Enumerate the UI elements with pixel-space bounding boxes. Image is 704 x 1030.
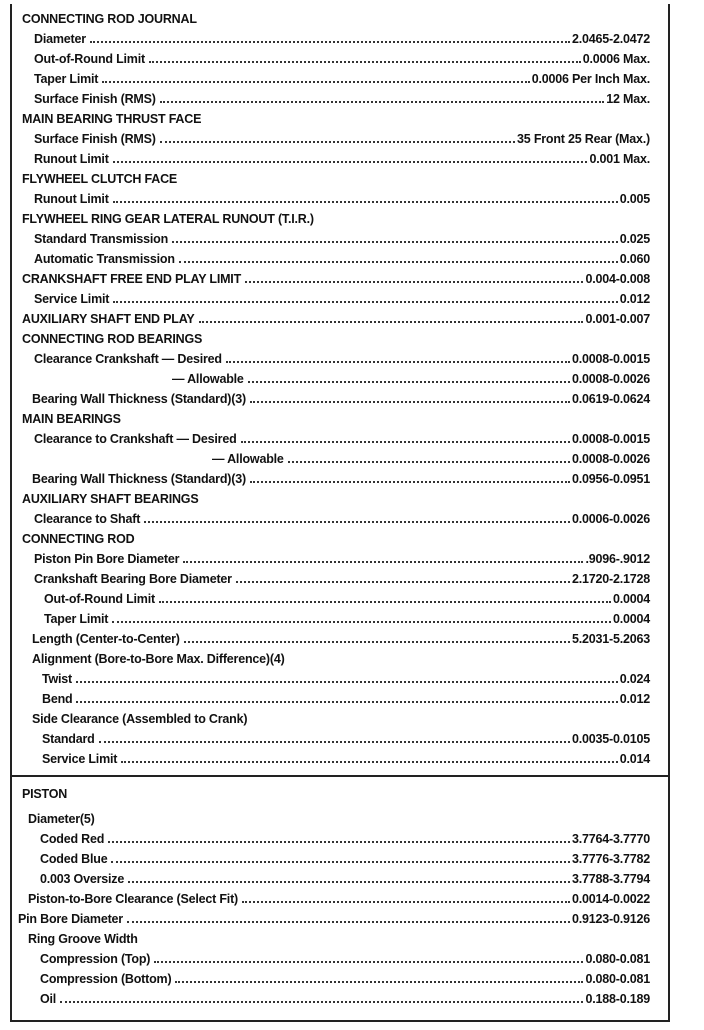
row-value: 3.7764-3.7770 [571, 832, 650, 846]
spec-row [34, 346, 650, 366]
row-label: Diameter(5) [28, 812, 95, 826]
row-label: Standard [42, 732, 95, 746]
spec-row [42, 666, 650, 686]
row-value: 3.7788-3.7794 [571, 872, 650, 886]
row-value: 0.0035-0.0105 [571, 732, 650, 746]
dot-leader [242, 901, 570, 903]
spec-row [42, 686, 650, 706]
row-label: Clearance Crankshaft — Desired [34, 352, 222, 366]
row-value: 35 Front 25 Rear (Max.) [517, 132, 650, 146]
row-label: Oil [40, 992, 57, 1006]
dot-leader [250, 481, 570, 483]
row-label: Taper Limit [34, 72, 99, 86]
dot-leader [76, 681, 618, 683]
spec-row [34, 226, 650, 246]
row-label: Standard Transmission [34, 232, 169, 246]
row-label: Surface Finish (RMS) [34, 132, 156, 146]
spec-row [34, 146, 650, 166]
spec-row [22, 306, 650, 326]
dot-leader [128, 881, 570, 883]
row-label: Compression (Top) [40, 952, 151, 966]
row-value: 0.0008-0.0026 [571, 452, 650, 466]
row-label: FLYWHEEL CLUTCH FACE [22, 172, 178, 186]
row-label: — Allowable [172, 372, 244, 386]
dot-leader [199, 321, 584, 323]
row-value: 0.025 [619, 232, 650, 246]
spec-row [34, 506, 650, 526]
spec-row [40, 866, 650, 886]
row-label: Automatic Transmission [34, 252, 175, 266]
row-value: 2.1720-2.1728 [571, 572, 650, 586]
row-label: MAIN BEARING THRUST FACE [22, 112, 202, 126]
row-label: Twist [42, 672, 73, 686]
dot-leader [149, 61, 581, 63]
spec-row [44, 606, 650, 626]
row-label: AUXILIARY SHAFT END PLAY [22, 312, 195, 326]
dot-leader [113, 301, 618, 303]
spec-row [172, 366, 650, 386]
spec-row [44, 586, 650, 606]
row-value: 3.7776-3.7782 [571, 852, 650, 866]
row-value: 0.0008-0.0026 [571, 372, 650, 386]
dot-leader [183, 561, 583, 563]
dot-leader [288, 461, 570, 463]
spec-row [32, 386, 650, 406]
row-value: 0.188-0.189 [585, 992, 650, 1006]
dot-leader [241, 441, 570, 443]
row-label: Compression (Bottom) [40, 972, 172, 986]
row-value: 12 Max. [606, 92, 650, 106]
row-value: 0.012 [619, 292, 650, 306]
piston-section-divider [10, 775, 670, 777]
spec-row [40, 826, 650, 846]
row-value: 0.0006-0.0026 [571, 512, 650, 526]
dot-leader [245, 281, 583, 283]
spec-row [212, 446, 650, 466]
row-label: Piston-to-Bore Clearance (Select Fit) [28, 892, 239, 906]
row-value: 0.014 [619, 752, 650, 766]
spec-row [34, 26, 650, 46]
section-heading [28, 806, 650, 826]
section-heading [22, 6, 650, 26]
row-label: CONNECTING ROD JOURNAL [22, 12, 197, 26]
spec-row [34, 126, 650, 146]
section-heading [32, 706, 650, 726]
dot-leader [60, 1001, 583, 1003]
dot-leader [113, 161, 588, 163]
row-label: Clearance to Shaft [34, 512, 141, 526]
row-label: Bearing Wall Thickness (Standard)(3) [32, 392, 246, 406]
row-value: 0.0008-0.0015 [571, 352, 650, 366]
row-value: 0.0014-0.0022 [571, 892, 650, 906]
dot-leader [154, 961, 583, 963]
row-value: 0.080-0.081 [585, 972, 650, 986]
dot-leader [226, 361, 570, 363]
dot-leader [121, 761, 618, 763]
dot-leader [184, 641, 570, 643]
row-label: Ring Groove Width [28, 932, 138, 946]
dot-leader [90, 41, 570, 43]
dot-leader [111, 861, 570, 863]
section-heading [22, 106, 650, 126]
row-value: 0.005 [619, 192, 650, 206]
dot-leader [144, 521, 570, 523]
row-label: Service Limit [42, 752, 118, 766]
row-label: Pin Bore Diameter [18, 912, 123, 926]
row-label: Bearing Wall Thickness (Standard)(3) [32, 472, 246, 486]
row-value: 0.004-0.008 [585, 272, 650, 286]
spec-row [40, 946, 650, 966]
spec-row [34, 66, 650, 86]
dot-leader [248, 381, 570, 383]
dot-leader [250, 401, 570, 403]
row-value: 5.2031-5.2063 [571, 632, 650, 646]
row-value: 0.060 [619, 252, 650, 266]
row-label: Out-of-Round Limit [34, 52, 145, 66]
row-label: Taper Limit [44, 612, 109, 626]
spec-row [34, 286, 650, 306]
row-label: Runout Limit [34, 152, 109, 166]
row-value: 2.0465-2.0472 [571, 32, 650, 46]
dot-leader [76, 701, 617, 703]
dot-leader [160, 101, 605, 103]
spec-row [28, 886, 650, 906]
row-value: 0.0006 Per Inch Max. [531, 72, 650, 86]
section-heading [22, 781, 650, 801]
row-value: 0.9123-0.9126 [571, 912, 650, 926]
spec-row [40, 846, 650, 866]
dot-leader [172, 241, 618, 243]
dot-leader [102, 81, 529, 83]
row-value: .9096-.9012 [585, 552, 650, 566]
row-label: Surface Finish (RMS) [34, 92, 156, 106]
dot-leader [179, 261, 618, 263]
spec-row [42, 726, 650, 746]
spec-row [18, 906, 650, 926]
row-label: Alignment (Bore-to-Bore Max. Difference)(4) [32, 652, 285, 666]
row-label: Coded Blue [40, 852, 108, 866]
section-heading [28, 926, 650, 946]
row-label: Coded Red [40, 832, 105, 846]
row-label: Bend [42, 692, 73, 706]
row-label: Length (Center-to-Center) [32, 632, 180, 646]
row-label: CONNECTING ROD [22, 532, 135, 546]
dot-leader [236, 581, 570, 583]
spec-row [40, 966, 650, 986]
spec-row [34, 546, 650, 566]
dot-leader [108, 841, 570, 843]
dot-leader [99, 741, 570, 743]
section-heading [22, 326, 650, 346]
section-heading [32, 646, 650, 666]
row-value: 0.012 [619, 692, 650, 706]
row-label: Out-of-Round Limit [44, 592, 155, 606]
spec-row [34, 426, 650, 446]
row-label: Piston Pin Bore Diameter [34, 552, 180, 566]
row-label: PISTON [22, 787, 68, 801]
row-label: — Allowable [212, 452, 284, 466]
row-label: 0.003 Oversize [40, 872, 125, 886]
row-label: Diameter [34, 32, 86, 46]
row-value: 0.0004 [612, 612, 650, 626]
spec-row [34, 86, 650, 106]
row-value: 0.0004 [612, 592, 650, 606]
spec-row [32, 466, 650, 486]
spec-row [34, 46, 650, 66]
dot-leader [175, 981, 583, 983]
row-label: CRANKSHAFT FREE END PLAY LIMIT [22, 272, 242, 286]
section-heading [22, 166, 650, 186]
spec-row [22, 266, 650, 286]
row-value: 0.001 Max. [589, 152, 650, 166]
row-label: Side Clearance (Assembled to Crank) [32, 712, 248, 726]
section-heading [22, 206, 650, 226]
row-label: Clearance to Crankshaft — Desired [34, 432, 237, 446]
section-heading [22, 406, 650, 426]
row-value: 0.024 [619, 672, 650, 686]
dot-leader [160, 141, 515, 143]
spec-row [32, 626, 650, 646]
row-label: MAIN BEARINGS [22, 412, 121, 426]
row-value: 0.001-0.007 [585, 312, 650, 326]
spec-row [42, 746, 650, 766]
row-label: CONNECTING ROD BEARINGS [22, 332, 203, 346]
spec-row [40, 986, 650, 1006]
row-value: 0.0956-0.0951 [571, 472, 650, 486]
row-value: 0.080-0.081 [585, 952, 650, 966]
row-label: Service Limit [34, 292, 110, 306]
row-label: FLYWHEEL RING GEAR LATERAL RUNOUT (T.I.R.) [22, 212, 314, 226]
row-label: Runout Limit [34, 192, 109, 206]
spec-row [34, 246, 650, 266]
row-value: 0.0006 Max. [582, 52, 650, 66]
row-label: Crankshaft Bearing Bore Diameter [34, 572, 232, 586]
row-label: AUXILIARY SHAFT BEARINGS [22, 492, 199, 506]
dot-leader [127, 921, 570, 923]
dot-leader [159, 601, 611, 603]
section-heading [22, 486, 650, 506]
row-value: 0.0619-0.0624 [571, 392, 650, 406]
dot-leader [112, 621, 611, 623]
spec-row [34, 566, 650, 586]
section-heading [22, 526, 650, 546]
dot-leader [113, 201, 618, 203]
row-value: 0.0008-0.0015 [571, 432, 650, 446]
spec-row [34, 186, 650, 206]
